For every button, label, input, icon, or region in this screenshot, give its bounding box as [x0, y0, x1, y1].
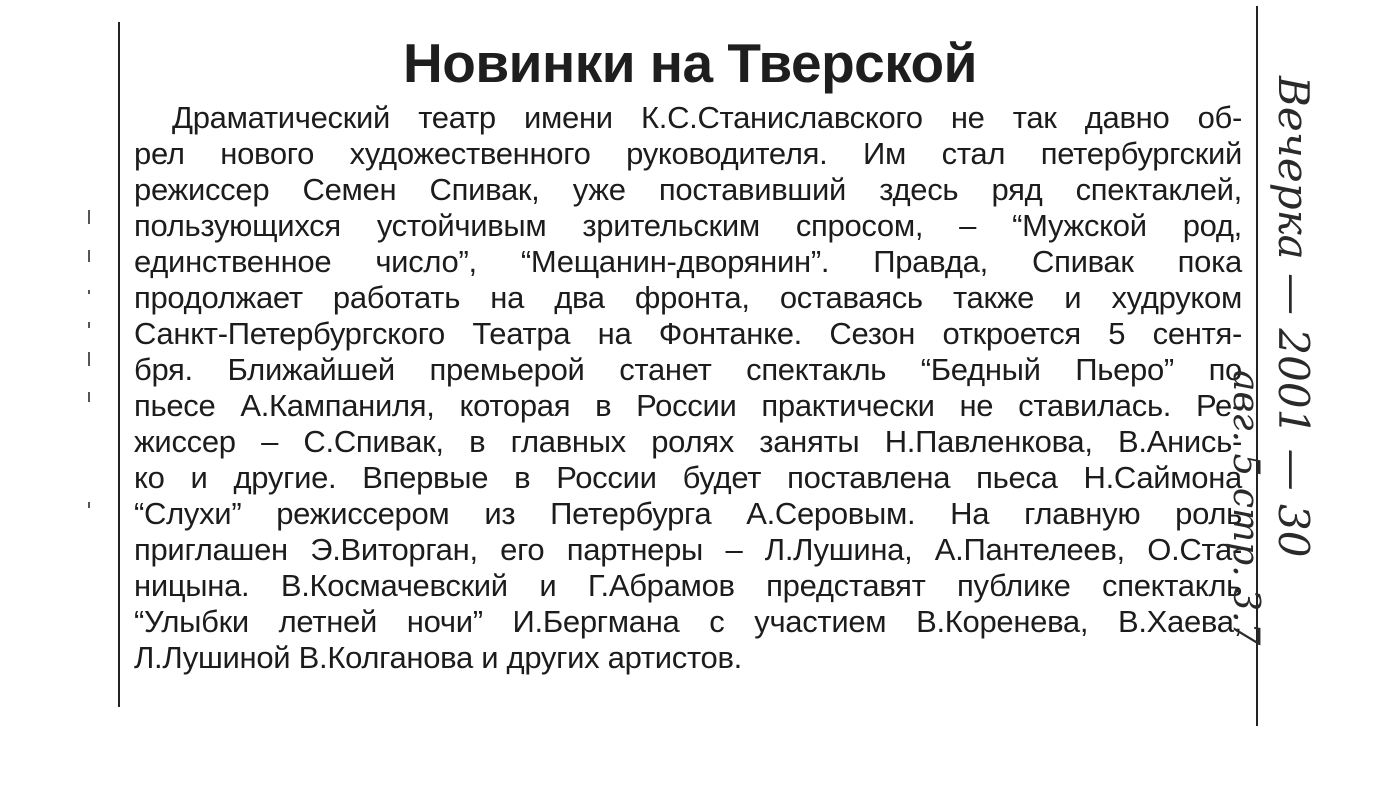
article-line: Л.Лушиной В.Колганова и других артистов.: [134, 640, 742, 675]
scan-speck: [88, 392, 90, 402]
scan-speck: [88, 322, 90, 328]
scan-speck: [88, 250, 90, 262]
article-line: Санкт-Петербургского Театра на Фонтанке. Сезон откроется 5 сентя-: [134, 316, 1242, 351]
article-line: пользующихся устойчивым зрительским спросом, – “Мужской род,: [134, 208, 1242, 243]
article-body: [134, 100, 1242, 676]
scan-speck: [88, 290, 90, 294]
scan-specks: [86, 210, 94, 530]
article-line: приглашен Э.Виторган, его партнеры – Л.Лушина, А.Пантелеев, О.Ста-: [134, 532, 1242, 567]
article-line: ницына. В.Космачевский и Г.Абрамов представят публике спектакль: [134, 568, 1242, 603]
scan-speck: [88, 502, 90, 508]
article-title: Новинки на Тверской: [403, 32, 977, 94]
article-line: жиссер – С.Спивак, в главных ролях заняты Н.Павленкова, В.Анись-: [134, 424, 1242, 459]
article-line: продолжает работать на два фронта, оставаясь также и худруком: [134, 280, 1242, 315]
left-column-rule: [118, 22, 120, 707]
article-line: “Улыбки летней ночи” И.Бергмана с участием В.Коренева, В.Хаева,: [134, 604, 1242, 639]
handwritten-source-note: Вечерка — 2001 — 30: [1269, 76, 1318, 558]
article-line: Драматический театр имени К.С.Станиславского не так давно об-: [172, 100, 1242, 135]
article-line: режиссер Семен Спивак, уже поставивший здесь ряд спектаклей,: [134, 172, 1242, 207]
scan-speck: [88, 352, 90, 366]
scan-speck: [88, 210, 90, 224]
article-line: единственное число”, “Мещанин-дворянин”. Правда, Спивак пока: [134, 244, 1242, 279]
article-line: пьесе А.Кампаниля, которая в России практически не ставилась. Ре-: [134, 388, 1242, 423]
handwritten-date-note: авг. 5 стр. 3.7: [1225, 370, 1266, 646]
article-line: “Слухи” режиссером из Петербурга А.Серовым. На главную роль: [134, 496, 1242, 531]
article-line: ко и другие. Впервые в России будет поставлена пьеса Н.Саймона: [134, 460, 1242, 495]
article-line: рел нового художественного руководителя. Им стал петербургский: [134, 136, 1242, 171]
article-line: бря. Ближайшей премьерой станет спектакль “Бедный Пьеро” по: [134, 352, 1242, 387]
